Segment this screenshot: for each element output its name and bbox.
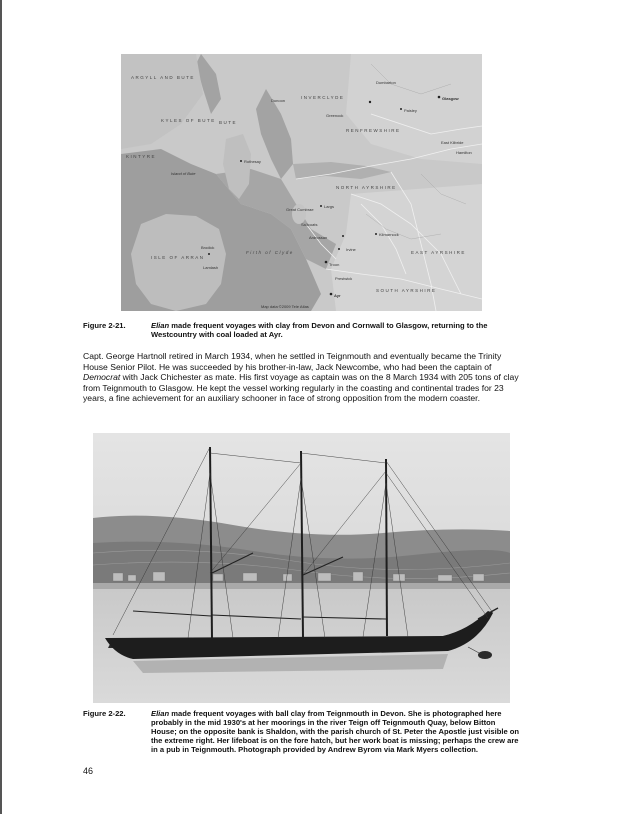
map-label-saltcoats: Saltcoats <box>301 222 318 227</box>
figure-21-label: Figure 2-21. <box>83 321 126 330</box>
map-label-firth-of-clyde: Firth of Clyde <box>246 250 294 255</box>
map-label-greenock: Greenock <box>326 113 344 118</box>
map-label-prestwick: Prestwick <box>335 276 353 281</box>
figure-21-ship-name: Elian <box>151 321 170 330</box>
schooner-photograph <box>93 433 510 703</box>
map-label-largs: Largs <box>324 204 335 209</box>
map-label-paisley: Paisley <box>404 108 417 113</box>
map-label-east-kilbride: East Kilbride <box>441 140 464 145</box>
map-label-irvine: Irvine <box>346 247 356 252</box>
map-label-argyll: ARGYLL AND BUTE <box>131 75 195 80</box>
map-label-glasgow: Glasgow <box>442 96 459 101</box>
figure-21-caption <box>151 321 511 339</box>
map-label-renfrewshire: RENFREWSHIRE <box>346 128 401 133</box>
map-label-inverclyde: INVERCLYDE <box>301 95 345 100</box>
figure-22-ship-name: Elian <box>151 709 170 718</box>
map-label-kyles: KYLES OF BUTE <box>161 118 216 123</box>
map-label-troon: Troon <box>329 262 340 267</box>
page-left-border <box>0 0 2 814</box>
map-label-arran: ISLE OF ARRAN <box>151 255 205 260</box>
map-credit: Map data ©2009 Tele Atlas <box>261 304 309 309</box>
map-label-cumbrae: Great Cumbrae <box>286 207 314 212</box>
map-label-brodick: Brodick <box>201 245 215 250</box>
map-graphic <box>121 54 482 311</box>
map-label-firth: KINTYRE <box>126 154 157 159</box>
map-label-north-ayrshire: NORTH AYRSHIRE <box>336 185 397 190</box>
map-label-dumbarton: Dumbarton <box>376 80 396 85</box>
figure-22-caption <box>151 709 523 754</box>
schooner-photo-graphic <box>93 433 510 703</box>
paragraph-part-2: with Jack Chichester as mate. His first voyage as captain was on the 8 March 1934 with 205 tons of clay from Teignmouth to Glasgow. He kept the vessel working regularly in the coasting and continental trades for 23 years, a fine achievement for an auxiliary schooner in face of strong opposition from the modern coaster. <box>83 372 519 404</box>
figure-22-caption-text: made frequent voyages with ball clay from Teignmouth in Devon. She is photographed here probably in the mid 1930's at her moorings in the river Teign off Teignmouth Quay, below Bitton House; on the opposite bank is Shaldon, with the parish church of St. Peter the Apostle just visible on the extreme right. Her lifeboat is on the fore hatch, but her work boat is missing; perhaps the crew are in a pub in Teignmouth. Photograph provided by Andrew Byrom via Mark Myers collection. <box>151 709 520 754</box>
map-label-east-ayrshire: EAST AYRSHIRE <box>411 250 466 255</box>
map-label-bute: BUTE <box>219 120 238 125</box>
paragraph-part-1: Capt. George Hartnoll retired in March 1934, when he settled in Teignmouth and eventually became the Trinity House Senior Pilot. He was succeeded by his brother-in-law, Jack Newcombe, who had been the captain of <box>83 351 502 372</box>
clyde-map-figure <box>121 54 482 311</box>
map-label-kilmarnock: Kilmarnock <box>379 232 399 237</box>
map-label-lamlash: Lamlash <box>203 265 219 270</box>
figure-22-label: Figure 2-22. <box>83 709 126 718</box>
paragraph-vessel-name: Democrat <box>83 372 121 383</box>
map-label-hamilton: Hamilton <box>456 150 472 155</box>
map-label-rothesay: Rothesay <box>244 159 261 164</box>
map-label-island-bute: Island of Bute <box>171 171 196 176</box>
figure-21-caption-text: made frequent voyages with clay from Devon and Cornwall to Glasgow, returning to the Westcountry with coal loaded at Ayr. <box>151 321 488 339</box>
page-number: 46 <box>83 766 94 776</box>
map-label-south-ayrshire: SOUTH AYRSHIRE <box>376 288 437 293</box>
body-paragraph <box>83 351 523 404</box>
map-label-dunoon: Dunoon <box>271 98 286 103</box>
map-label-ayr: Ayr <box>334 293 341 298</box>
map-label-ardrossan: Ardrossan <box>309 235 328 240</box>
